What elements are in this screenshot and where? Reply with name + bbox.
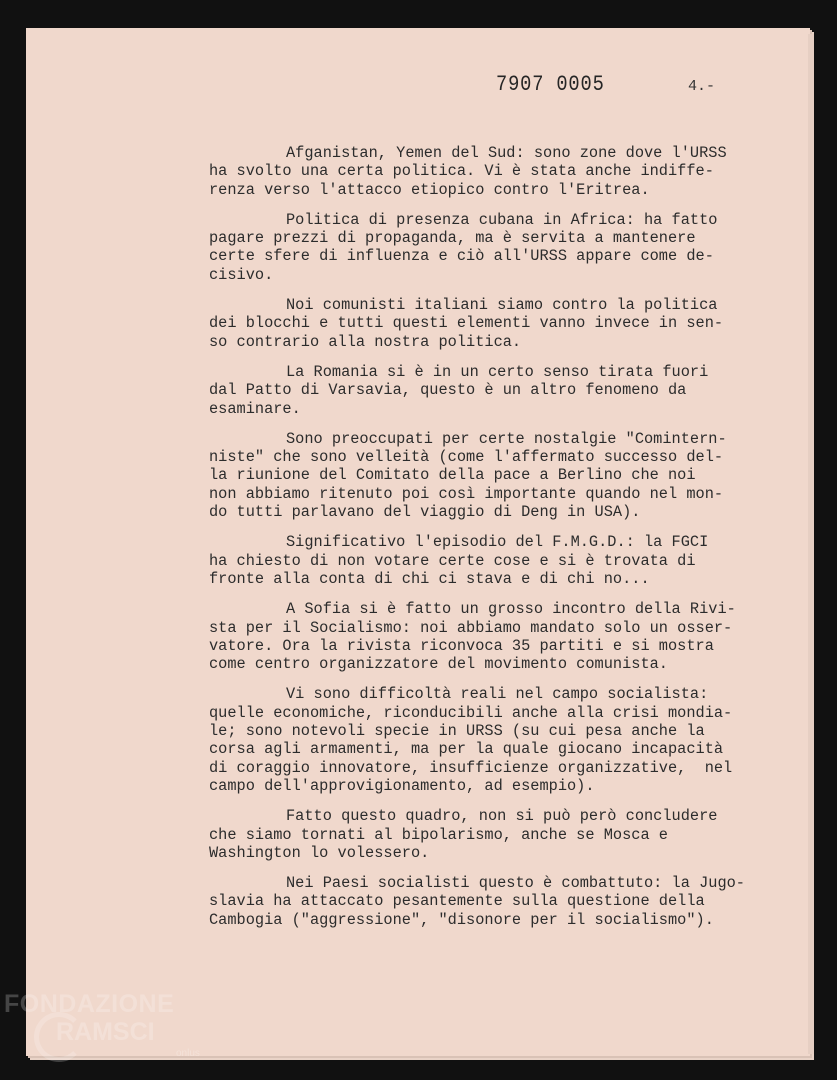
paragraph	[209, 363, 769, 418]
document-code: 7907 0005	[496, 72, 605, 97]
text-line: di coraggio innovatore, insufficienze organizzative, nel	[209, 758, 733, 777]
text-line: dei blocchi e tutti questi elementi vanno invece in sen-	[209, 314, 724, 333]
text-line: Significativo l'episodio del F.M.G.D.: la FGCI	[286, 533, 709, 552]
text-line: A Sofia si è fatto un grosso incontro della Rivi-	[286, 600, 736, 619]
text-line: che siamo tornati al bipolarismo, anche se Mosca e	[209, 825, 668, 844]
watermark-suffix: onlus	[176, 1048, 200, 1059]
text-line: Fatto questo quadro, non si può però concludere	[286, 807, 718, 826]
text-line: so contrario alla nostra politica.	[209, 332, 522, 351]
document-body	[209, 144, 769, 941]
text-line: Washington lo volessero.	[209, 843, 430, 862]
text-line: Politica di presenza cubana in Africa: ha fatto	[286, 210, 718, 229]
paragraph	[209, 874, 769, 929]
text-line: do tutti parlavano del viaggio di Deng in USA).	[209, 503, 641, 522]
text-line: fronte alla conta di chi ci stava e di chi no...	[209, 569, 650, 588]
text-line: ha chiesto di non votare certe cose e si è trovata di	[209, 551, 696, 570]
text-line: campo dell'approvigionamento, ad esempio).	[209, 776, 595, 795]
text-line: Afganistan, Yemen del Sud: sono zone dove l'URSS	[286, 144, 727, 162]
text-line: le; sono notevoli specie in URSS (su cui pesa anche la	[209, 722, 705, 741]
text-line: ha svolto una certa politica. Vi è stata anche indiffe-	[209, 162, 714, 181]
text-line: cisivo.	[209, 265, 274, 284]
text-line: niste" che sono velleità (come l'affermato successo del-	[209, 448, 724, 467]
text-line: come centro organizzatore del movimento comunista.	[209, 655, 668, 674]
text-line: la riunione del Comitato della pace a Berlino che noi	[209, 466, 696, 485]
paragraph	[209, 533, 769, 588]
text-line: dal Patto di Varsavia, questo è un altro fenomeno da	[209, 381, 687, 400]
paragraph	[209, 807, 769, 862]
text-line: vatore. Ora la rivista riconvoca 35 partiti e si mostra	[209, 636, 714, 655]
text-line: renza verso l'attacco etiopico contro l'Eritrea.	[209, 180, 650, 199]
paragraph	[209, 211, 769, 284]
paragraph	[209, 600, 769, 673]
text-line: Vi sono difficoltà reali nel campo socialista:	[286, 685, 709, 704]
text-line: esaminare.	[209, 399, 301, 418]
text-line: Nei Paesi socialisti questo è combattuto: la Jugo-	[286, 874, 745, 893]
text-line: quelle economiche, riconducibili anche alla crisi mondia-	[209, 703, 733, 722]
paragraph	[209, 685, 769, 795]
page-edge	[808, 34, 814, 1054]
text-line: slavia ha attaccato pesantemente sulla questione della	[209, 892, 705, 911]
watermark-line2: RAMSCI	[56, 1018, 155, 1046]
page-number: 4.-	[688, 78, 716, 95]
text-line: Noi comunisti italiani siamo contro la politica	[286, 296, 718, 315]
watermark-line1: FONDAZIONE	[4, 990, 175, 1018]
paragraph	[209, 144, 769, 199]
text-line: sta per il Socialismo: noi abbiamo mandato solo un osser-	[209, 618, 733, 637]
text-line: Sono preoccupati per certe nostalgie "Comintern-	[286, 429, 727, 448]
page-header	[0, 72, 837, 102]
text-line: Cambogia ("aggressione", "disonore per il socialismo").	[209, 910, 714, 929]
fondazione-gramsci-watermark	[4, 990, 214, 1080]
text-line: non abbiamo ritenuto poi così importante quando nel mon-	[209, 484, 724, 503]
text-line: pagare prezzi di propaganda, ma è servita a mantenere	[209, 229, 696, 248]
paragraph	[209, 430, 769, 521]
paragraph	[209, 296, 769, 351]
text-line: certe sfere di influenza e ciò all'URSS appare come de-	[209, 247, 714, 266]
text-line: corsa agli armamenti, ma per la quale giocano incapacità	[209, 740, 724, 759]
text-line: La Romania si è in un certo senso tirata fuori	[286, 362, 709, 381]
